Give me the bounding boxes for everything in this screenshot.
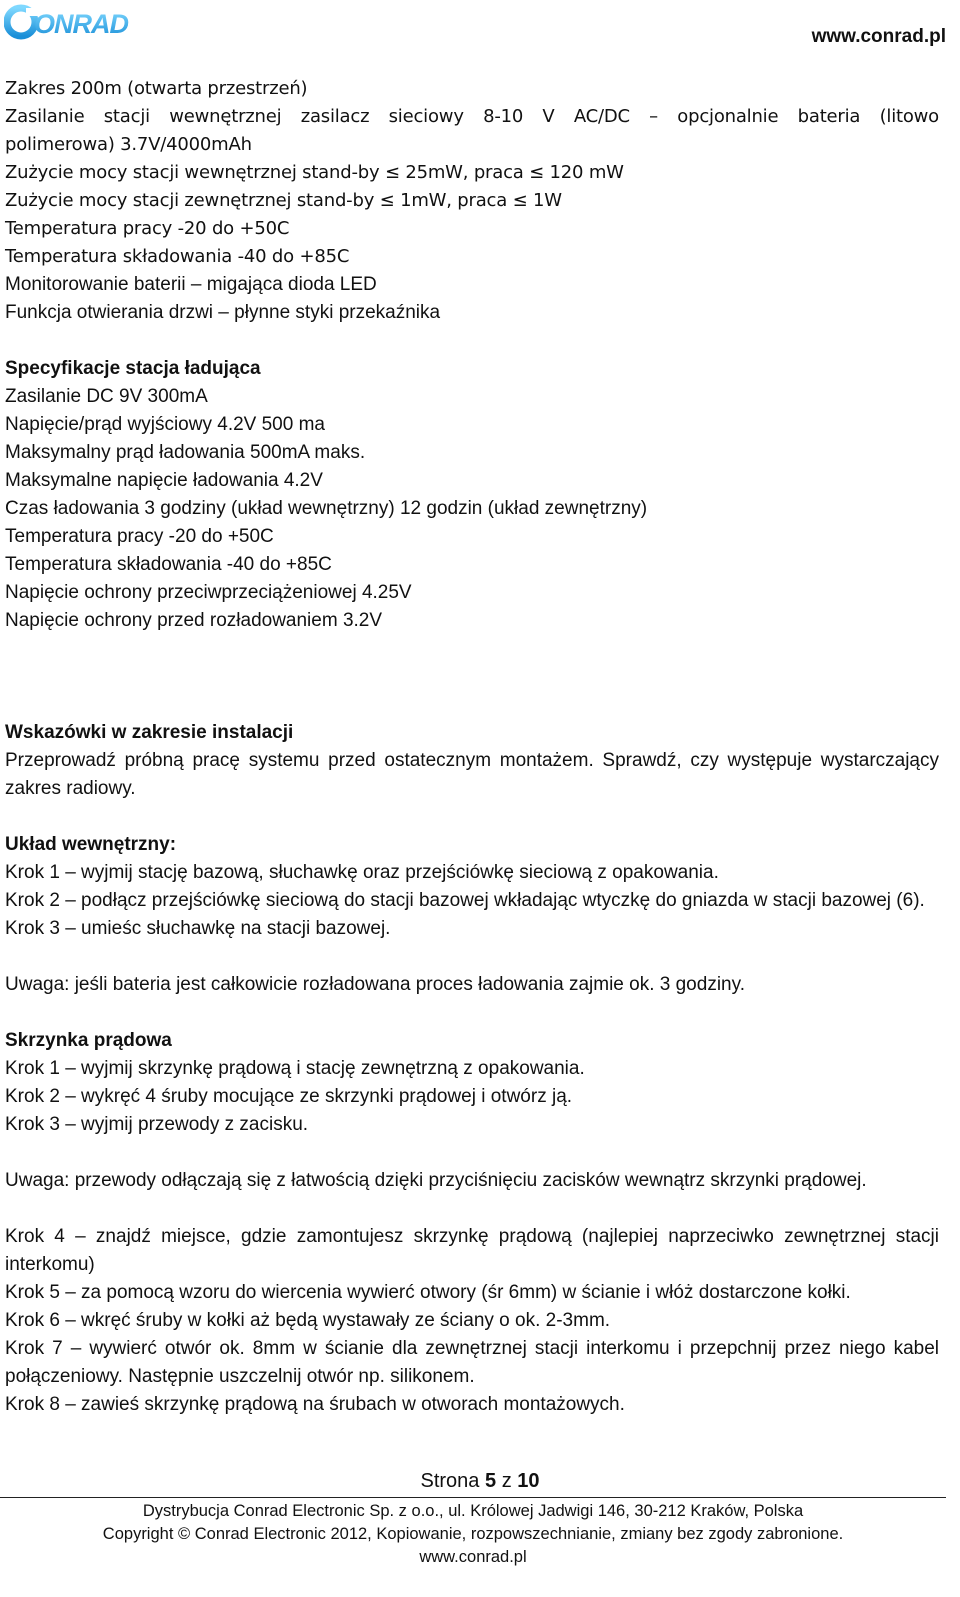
section-heading-charging: Specyfikacje stacja ładująca bbox=[5, 358, 261, 379]
page-number bbox=[0, 1470, 960, 1493]
power-box-step: Krok 5 – za pomocą wzoru do wiercenia wywierć otwory (śr 6mm) w ścianie i włóż dostarczone kołki. bbox=[5, 1282, 851, 1303]
charging-spec-line: Maksymalny prąd ładowania 500mA maks. bbox=[5, 442, 366, 463]
power-box-step: Krok 4 – znajdź miejsce, gdzie zamontujesz skrzynkę prądową (najlepiej naprzeciwko zewnętrznej stacji interkomu) bbox=[5, 1226, 939, 1275]
charging-spec-line: Napięcie/prąd wyjściowy 4.2V 500 ma bbox=[5, 414, 325, 435]
svg-text:ONRAD: ONRAD bbox=[34, 9, 128, 39]
spec-line: Temperatura składowania -40 do +85C bbox=[5, 246, 350, 267]
power-box-note: Uwaga: przewody odłączają się z łatwością dzięki przyciśnięciu zacisków wewnątrz skrzynki prądowej. bbox=[5, 1170, 867, 1191]
section-heading-power-box: Skrzynka prądowa bbox=[5, 1030, 172, 1051]
page-prefix: Strona bbox=[420, 1470, 480, 1492]
charging-spec-line: Temperatura pracy -20 do +50C bbox=[5, 526, 274, 547]
conrad-logo bbox=[4, 2, 154, 42]
document-body bbox=[5, 75, 939, 1419]
power-box-step: Krok 2 – wykręć 4 śruby mocujące ze skrzynki prądowej i otwórz ją. bbox=[5, 1086, 573, 1107]
charging-spec-line: Napięcie ochrony przed rozładowaniem 3.2V bbox=[5, 610, 383, 631]
footer-website: www.conrad.pl bbox=[419, 1548, 527, 1566]
charging-spec-line: Temperatura składowania -40 do +85C bbox=[5, 554, 332, 575]
page-current: 5 bbox=[485, 1470, 497, 1492]
spec-line: Temperatura pracy -20 do +50C bbox=[5, 218, 290, 239]
footer-divider bbox=[0, 1497, 946, 1498]
charging-spec-line: Czas ładowania 3 godziny (układ wewnętrzny) 12 godzin (układ zewnętrzny) bbox=[5, 498, 648, 519]
charging-spec-line: Napięcie ochrony przeciwprzeciążeniowej 4.25V bbox=[5, 582, 412, 603]
header-website: www.conrad.pl bbox=[811, 26, 946, 47]
section-heading-installation: Wskazówki w zakresie instalacji bbox=[5, 722, 294, 743]
power-box-step: Krok 6 – wkręć śruby w kołki aż będą wystawały ze ściany o ok. 2-3mm. bbox=[5, 1310, 611, 1331]
internal-note: Uwaga: jeśli bateria jest całkowicie rozładowana proces ładowania zajmie ok. 3 godziny. bbox=[5, 974, 745, 995]
spec-line: Funkcja otwierania drzwi – płynne styki przekaźnika bbox=[5, 302, 441, 323]
internal-step: Krok 3 – umieśc słuchawkę na stacji bazowej. bbox=[5, 918, 391, 939]
page-total: 10 bbox=[517, 1470, 540, 1492]
charging-spec-line: Maksymalne napięcie ładowania 4.2V bbox=[5, 470, 323, 491]
section-heading-internal: Układ wewnętrzny: bbox=[5, 834, 177, 855]
spec-line: Zużycie mocy stacji wewnętrznej stand-by ≤ 25mW, praca ≤ 120 mW bbox=[5, 162, 624, 183]
page-separator: z bbox=[501, 1470, 512, 1492]
spec-line: Monitorowanie baterii – migająca dioda LED bbox=[5, 274, 377, 295]
spec-line: Zakres 200m (otwarta przestrzeń) bbox=[5, 78, 308, 99]
power-box-step: Krok 3 – wyjmij przewody z zacisku. bbox=[5, 1114, 309, 1135]
power-box-step: Krok 1 – wyjmij skrzynkę prądową i stację zewnętrzną z opakowania. bbox=[5, 1058, 585, 1079]
spec-line: Zużycie mocy stacji zewnętrznej stand-by ≤ 1mW, praca ≤ 1W bbox=[5, 190, 562, 211]
spec-line: Zasilanie stacji wewnętrznej zasilacz sieciowy 8-10 V AC/DC – opcjonalnie bateria (litowo bbox=[5, 106, 939, 127]
charging-spec-line: Zasilanie DC 9V 300mA bbox=[5, 386, 208, 407]
installation-intro: Przeprowadź próbną pracę systemu przed ostatecznym montażem. Sprawdź, czy występuje wystarczający zakres radiowy. bbox=[5, 750, 939, 799]
footer bbox=[0, 1500, 946, 1569]
power-box-step: Krok 8 – zawieś skrzynkę prądową na śrubach w otworach montażowych. bbox=[5, 1394, 625, 1415]
spec-line: polimerowa) 3.7V/4000mAh bbox=[5, 134, 252, 155]
footer-copyright: Copyright © Conrad Electronic 2012, Kopiowanie, rozpowszechnianie, zmiany bez zgody zabronione. bbox=[102, 1525, 844, 1543]
internal-step: Krok 2 – podłącz przejściówkę sieciową do stacji bazowej wkładając wtyczkę do gniazda w stacji bazowej (6). bbox=[5, 890, 925, 911]
internal-step: Krok 1 – wyjmij stację bazową, słuchawkę oraz przejściówkę sieciową z opakowania. bbox=[5, 862, 719, 883]
power-box-step: Krok 7 – wywierć otwór ok. 8mm w ścianie dla zewnętrznej stacji interkomu i przepchnij przez niego kabel połączeniowy. Następnie uszczelnij otwór np. silikonem. bbox=[5, 1338, 939, 1387]
footer-distribution: Dystrybucja Conrad Electronic Sp. z o.o., ul. Królowej Jadwigi 146, 30-212 Kraków, Polska bbox=[142, 1502, 804, 1520]
